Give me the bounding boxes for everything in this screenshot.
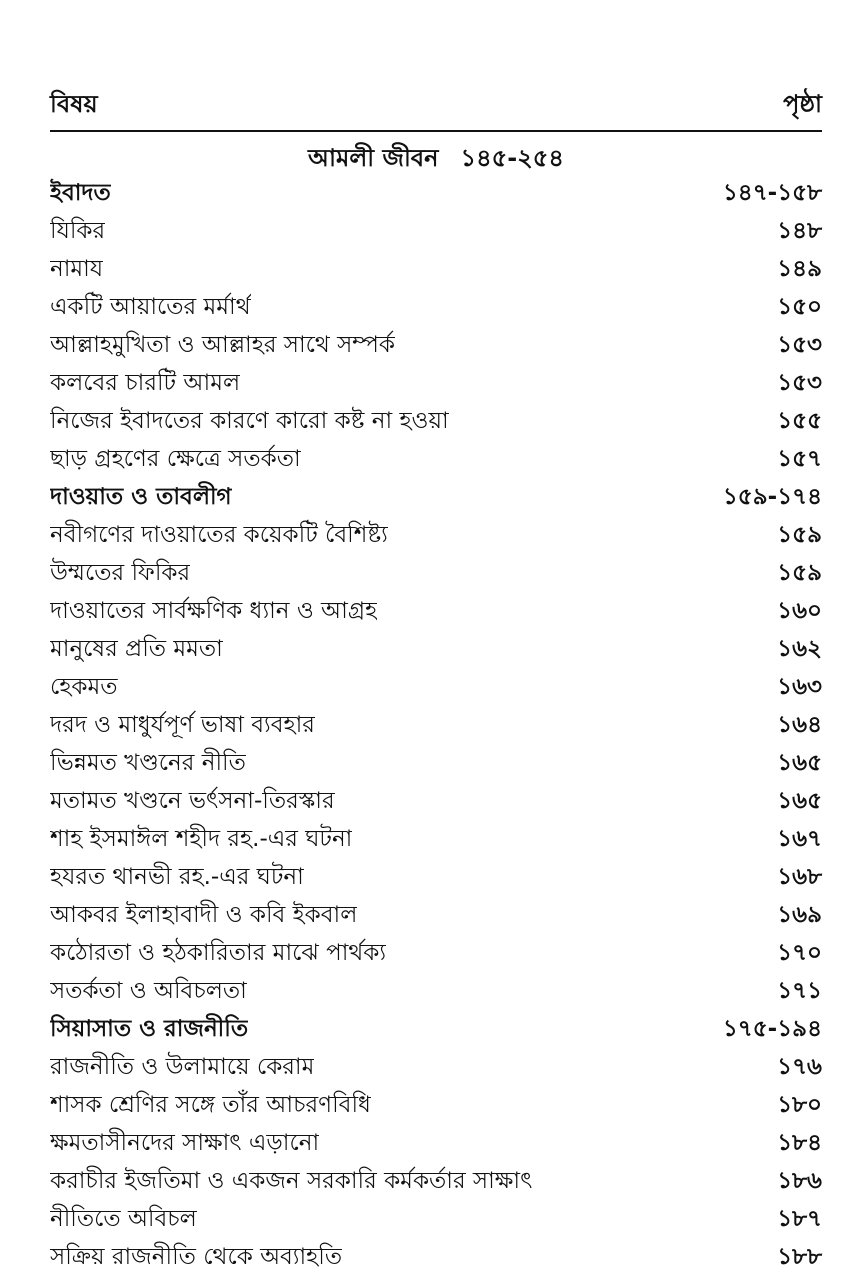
- toc-entry: [50, 1238, 822, 1276]
- toc-entry-page: ১৬৭: [777, 826, 822, 852]
- toc-entry-page: ১৮৮: [777, 1244, 822, 1270]
- toc-entry-label: নামায: [50, 256, 104, 282]
- toc-entry-page: ১৫৯: [777, 560, 822, 586]
- toc-entry: [50, 250, 822, 288]
- toc-entry-page: ১৫৭: [777, 446, 822, 472]
- toc-entry-page: ১৮০: [777, 1092, 822, 1118]
- toc-entry-label: আল্লাহমুখিতা ও আল্লাহর সাথে সম্পর্ক: [50, 332, 396, 358]
- toc-entry: [50, 744, 822, 782]
- toc-entry-page: ১৭১: [777, 978, 822, 1004]
- toc-entry-page: ১৭০: [777, 940, 822, 966]
- section-title-text: আমলী জীবন: [308, 144, 439, 172]
- toc-entry-label: কলবের চারটি আমল: [50, 370, 241, 396]
- page-column-label: পৃষ্ঠা: [783, 90, 822, 118]
- toc-entry: [50, 896, 822, 934]
- toc-entry-label: নবীগণের দাওয়াতের কয়েকটি বৈশিষ্ট্য: [50, 522, 388, 548]
- toc-entry: [50, 1162, 822, 1200]
- toc-entry-page: ১৬২: [777, 636, 822, 662]
- toc-entry: [50, 288, 822, 326]
- toc-entry: [50, 1200, 822, 1238]
- toc-entry: [50, 1048, 822, 1086]
- toc-entry: [50, 554, 822, 592]
- toc-entry: [50, 364, 822, 402]
- toc-entry-page: ১৫৫: [777, 408, 822, 434]
- subject-column-label: বিষয়: [50, 90, 98, 118]
- toc-entry: [50, 402, 822, 440]
- toc-entry-page: ১৫৩: [777, 370, 822, 396]
- toc-entry: [50, 972, 822, 1010]
- toc-entry-page: ১৫০: [777, 294, 822, 320]
- toc-entry-label: দাওয়াত ও তাবলীগ: [50, 484, 232, 510]
- toc-entry: [50, 212, 822, 250]
- toc-entry-page: ১৬৫: [777, 788, 822, 814]
- toc-section-heading: [50, 1010, 822, 1048]
- toc-entry: [50, 630, 822, 668]
- toc-entry-label: ইবাদত: [50, 180, 111, 206]
- toc-entry-label: সক্রিয় রাজনীতি থেকে অব্যাহতি: [50, 1244, 343, 1270]
- toc-entry-label: করাচীর ইজতিমা ও একজন সরকারি কর্মকর্তার সাক্ষাৎ: [50, 1168, 533, 1194]
- toc-entry-label: মতামত খণ্ডনে ভর্ৎসনা-তিরস্কার: [50, 788, 335, 814]
- toc-entry: [50, 440, 822, 478]
- toc-entry-page: ১৪৯: [777, 256, 822, 282]
- toc-entry-page: ১৮৪: [777, 1130, 822, 1156]
- toc-entry: [50, 516, 822, 554]
- toc-entry: [50, 934, 822, 972]
- toc-entry-label: উম্মতের ফিকির: [50, 560, 191, 586]
- toc-entry-label: দাওয়াতের সার্বক্ষণিক ধ্যান ও আগ্রহ: [50, 598, 378, 624]
- toc-entry: [50, 782, 822, 820]
- toc-entry-page: ১৫৯-১৭৪: [722, 484, 822, 510]
- toc-entry-label: হেকমত: [50, 674, 118, 700]
- section-title: [50, 140, 822, 176]
- toc-entry-label: ভিন্নমত খণ্ডনের নীতি: [50, 750, 246, 776]
- toc-entry: [50, 820, 822, 858]
- toc-entry-page: ১৭৫-১৯৪: [722, 1016, 822, 1042]
- toc-entry: [50, 1086, 822, 1124]
- toc-entry-label: রাজনীতি ও উলামায়ে কেরাম: [50, 1054, 315, 1080]
- toc-entry-label: যিকির: [50, 218, 106, 244]
- toc-entry-label: দরদ ও মাধুর্যপূর্ণ ভাষা ব্যবহার: [50, 712, 315, 738]
- toc-entry-page: ১৬৪: [777, 712, 822, 738]
- toc-entry-page: ১৮৬: [777, 1168, 822, 1194]
- toc-entry-page: ১৬৫: [777, 750, 822, 776]
- toc-entry-page: ১৫৯: [777, 522, 822, 548]
- toc-entry-label: শাসক শ্রেণির সঙ্গে তাঁর আচরণবিধি: [50, 1092, 371, 1118]
- toc-entry-label: শাহ ইসমাঈল শহীদ রহ.-এর ঘটনা: [50, 826, 353, 852]
- toc-entry-label: কঠোরতা ও হঠকারিতার মাঝে পার্থক্য: [50, 940, 387, 966]
- section-page-range: ১৪৫-২৫৪: [460, 144, 564, 172]
- toc-entry-label: একটি আয়াতের মর্মার্থ: [50, 294, 251, 320]
- toc-entry-page: ১৬৩: [777, 674, 822, 700]
- toc-entry-label: হযরত থানভী রহ.-এর ঘটনা: [50, 864, 304, 890]
- toc-entry-page: ১৪৭-১৫৮: [722, 180, 822, 206]
- toc-entry-page: ১৭৬: [777, 1054, 822, 1080]
- toc-entry-page: ১৫৩: [777, 332, 822, 358]
- toc-entry-page: ১৬০: [777, 598, 822, 624]
- toc-entry: [50, 668, 822, 706]
- toc-entry-label: ছাড় গ্রহণের ক্ষেত্রে সতর্কতা: [50, 446, 301, 472]
- toc-entry: [50, 326, 822, 364]
- toc-entry-page: ১৬৯: [777, 902, 822, 928]
- toc-entry-label: আকবর ইলাহাবাদী ও কবি ইকবাল: [50, 902, 358, 928]
- toc-section-heading: [50, 478, 822, 516]
- toc-entry-label: নীতিতে অবিচল: [50, 1206, 197, 1232]
- toc-entry-label: ক্ষমতাসীনদের সাক্ষাৎ এড়ানো: [50, 1130, 320, 1156]
- toc-entry: [50, 706, 822, 744]
- toc-entry-label: মানুষের প্রতি মমতা: [50, 636, 223, 662]
- toc-entry-label: সতর্কতা ও অবিচলতা: [50, 978, 247, 1004]
- toc-list: [50, 174, 822, 1276]
- toc-header: [50, 80, 822, 132]
- toc-entry-page: ১৬৮: [777, 864, 822, 890]
- toc-entry: [50, 592, 822, 630]
- toc-entry-label: সিয়াসাত ও রাজনীতি: [50, 1016, 249, 1042]
- toc-entry-label: নিজের ইবাদতের কারণে কারো কষ্ট না হওয়া: [50, 408, 449, 434]
- toc-section-heading: [50, 174, 822, 212]
- toc-entry: [50, 1124, 822, 1162]
- toc-entry-page: ১৮৭: [777, 1206, 822, 1232]
- toc-entry-page: ১৪৮: [777, 218, 822, 244]
- toc-entry: [50, 858, 822, 896]
